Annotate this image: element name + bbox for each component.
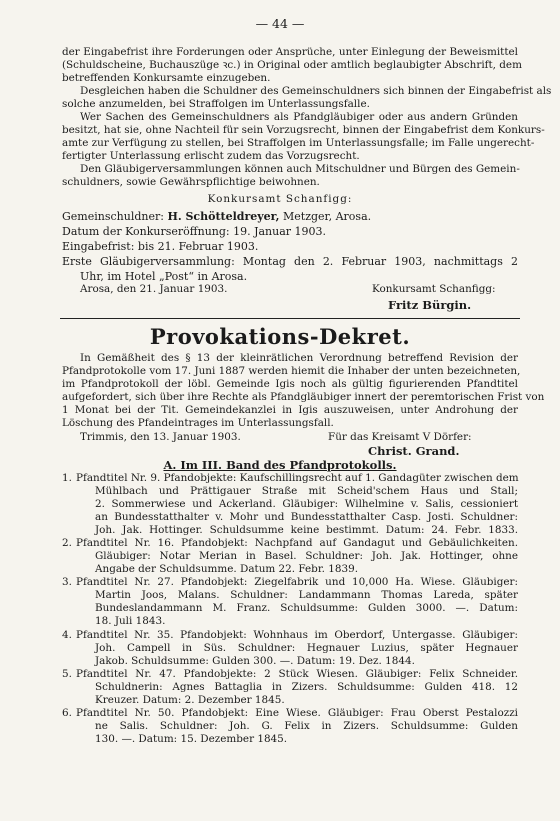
entry-line: Pfandtitel Nr. 50. Pfandobjekt: Eine Wiese. Gläubiger: Frau Oberst Pestalozzi [76, 707, 518, 719]
entry-line: Pfandtitel Nr. 27. Pfandobjekt: Ziegelfabrik und 10,000 Ha. Wiese. Gläubiger: [76, 576, 518, 588]
notice-line: Wer Sachen des Gemeinschuldners als Pfandgläubiger oder aus andern Gründen [80, 111, 518, 123]
entry-line: 2. Sommerwiese und Ackerland. Gläubiger: Wilhelmine v. Salis, cessioniert [95, 498, 518, 510]
entry-line: Mühlbach und Prättigauer Straße mit Scheid'schem Haus und Stall; [95, 485, 518, 497]
erste-versammlung-line1: Erste Gläubigerversammlung: Montag den 2. Februar 1903, nachmittags 2 [62, 255, 518, 268]
notice-line: fertigter Unterlassung erlischt zudem das Vorzugsrecht. [62, 150, 360, 162]
notice-line: amte zur Verfügung zu stellen, bei Straffolgen im Unterlassungsfalle; im Falle ungerecht- [62, 137, 535, 149]
page-number: — 44 — [255, 16, 305, 31]
signature-name-1: Fritz Bürgin. [388, 298, 472, 312]
entry-line: Kreuzer. Datum: 2. Dezember 1845. [95, 694, 285, 706]
notice-line: der Eingabefrist ihre Forderungen oder Ansprüche, unter Einlegung der Beweismittel [62, 46, 518, 58]
notice-line: (Schuldscheine, Buchauszüge ꝛc.) in Original oder amtlich beglaubigter Abschrift, dem [62, 59, 522, 71]
entry-line: 18. Juli 1843. [95, 615, 166, 627]
signature-label-2: Für das Kreisamt V Dörfer: [328, 431, 472, 443]
notice-line: betreffenden Konkursamte einzugeben. [62, 72, 271, 84]
signature-name-2: Christ. Grand. [368, 444, 460, 458]
notice-line: solche anzumelden, bei Straffolgen im Unterlassungsfalle. [62, 98, 370, 110]
gemeinschuldner-name: H. Schötteldreyer, [167, 210, 280, 223]
band-heading [0, 458, 560, 472]
decree-title: Provokations-Dekret. [149, 324, 411, 349]
notice-line: Den Gläubigerversammlungen können auch Mitschuldner und Bürgen des Gemein- [80, 163, 520, 175]
entry-number: 1. [62, 472, 72, 484]
decree-line: 1 Monat bei der Tit. Gemeindekanzlei in Igis auszuweisen, unter Androhung der [62, 404, 518, 416]
decree-line: In Gemäßheit des § 13 der kleinrätlichen Verordnung betreffend Revision der [80, 352, 518, 364]
entry-line: Bundeslandammann M. Franz. Schuldsumme: Gulden 3000. —. Datum: [95, 602, 518, 614]
decree-line: Pfandprotokolle vom 17. Juni 1887 werden hiemit die Inhaber der unten bezeichneten, [62, 365, 521, 377]
band-heading-text: A. Im III. Band des Pfandprotokolls. [163, 458, 397, 472]
entry-line: Joh. Campell in Süs. Schuldner: Hegnauer Luzius, später Hegnauer [95, 642, 518, 654]
entry-number: 4. [62, 629, 72, 641]
eingabefrist: Eingabefrist: bis 21. Februar 1903. [62, 240, 259, 253]
entry-line: Pfandtitel Nr. 47. Pfandobjekte: 2 Stück Wiesen. Gläubiger: Felix Schneider. [76, 668, 518, 680]
decree-line: im Pfandprotokoll der löbl. Gemeinde Igis noch als gültig figurierenden Pfandtitel [62, 378, 518, 390]
entry-line: Martin Joos, Malans. Schuldner: Landammann Thomas Lareda, später [95, 589, 518, 601]
notice-line: schuldners, sowie Gewährspflichtige beiwohnen. [62, 176, 320, 188]
gemeinschuldner-label: Gemeinschuldner: [62, 210, 164, 223]
datum-konkurseroeffnung: Datum der Konkurseröffnung: 19. Januar 1903. [62, 225, 327, 238]
notice-line: Desgleichen haben die Schuldner des Gemeinschuldners sich binnen der Eingabefrist als [80, 85, 552, 97]
decree-line: Löschung des Pfandeintrages im Unterlassungsfall. [62, 417, 334, 429]
entry-line: Joh. Jak. Hottinger. Schuldsumme keine bestimmt. Datum: 24. Febr. 1833. [95, 524, 518, 536]
gemeinschuldner-rest: Metzger, Arosa. [283, 210, 372, 223]
gemeinschuldner-line [62, 210, 371, 223]
entry-number: 6. [62, 707, 72, 719]
entry-line: ne Salis. Schuldner: Joh. G. Felix in Zizers. Schuldsumme: Gulden [95, 720, 518, 732]
entry-number: 3. [62, 576, 72, 588]
entry-number: 2. [62, 537, 72, 549]
entry-line: Angabe der Schuldsumme. Datum 22. Febr. 1839. [95, 563, 358, 575]
place-date-trimmis: Trimmis, den 13. Januar 1903. [80, 431, 241, 443]
entry-line: Pfandtitel Nr. 16. Pfandobjekt: Nachpfand auf Gandagut und Gebäulichkeiten. [76, 537, 518, 549]
signature-label-1: Konkursamt Schanfigg: [372, 283, 496, 295]
place-date-arosa: Arosa, den 21. Januar 1903. [80, 283, 228, 295]
entry-line: an Bundesstatthalter v. Mohr und Bundesstatthalter Casp. Josti. Schuldner: [95, 511, 518, 523]
entry-line: Pfandtitel Nr. 35. Pfandobjekt: Wohnhaus im Oberdorf, Untergasse. Gläubiger: [76, 629, 518, 641]
entry-number: 5. [62, 668, 72, 680]
decree-line: aufgefordert, sich über ihre Rechte als Pfandgläubiger innert der peremtorischen Frist von [62, 391, 545, 403]
entry-line: Jakob. Schuldsumme: Gulden 300. —. Datum: 19. Dez. 1844. [95, 655, 415, 667]
entry-line: Schuldnerin: Agnes Battaglia in Zizers. Schuldsumme: Gulden 418. 12 [95, 681, 518, 693]
entry-line: Pfandtitel Nr. 9. Pfandobjekte: Kaufschillingsrecht auf 1. Gandagüter zwischen dem [76, 472, 519, 484]
notice-line: besitzt, hat sie, ohne Nachteil für sein Vorzugsrecht, binnen der Eingabefrist dem Konkurs- [62, 124, 545, 136]
konkursamt-header: Konkursamt Schanfigg: [207, 193, 353, 205]
entry-line: Gläubiger: Notar Merian in Basel. Schuldner: Joh. Jak. Hottinger, ohne [95, 550, 518, 562]
section-divider [60, 318, 520, 319]
erste-versammlung-line2: Uhr, im Hotel „Post“ in Arosa. [80, 270, 248, 283]
entry-line: 130. —. Datum: 15. Dezember 1845. [95, 733, 288, 745]
